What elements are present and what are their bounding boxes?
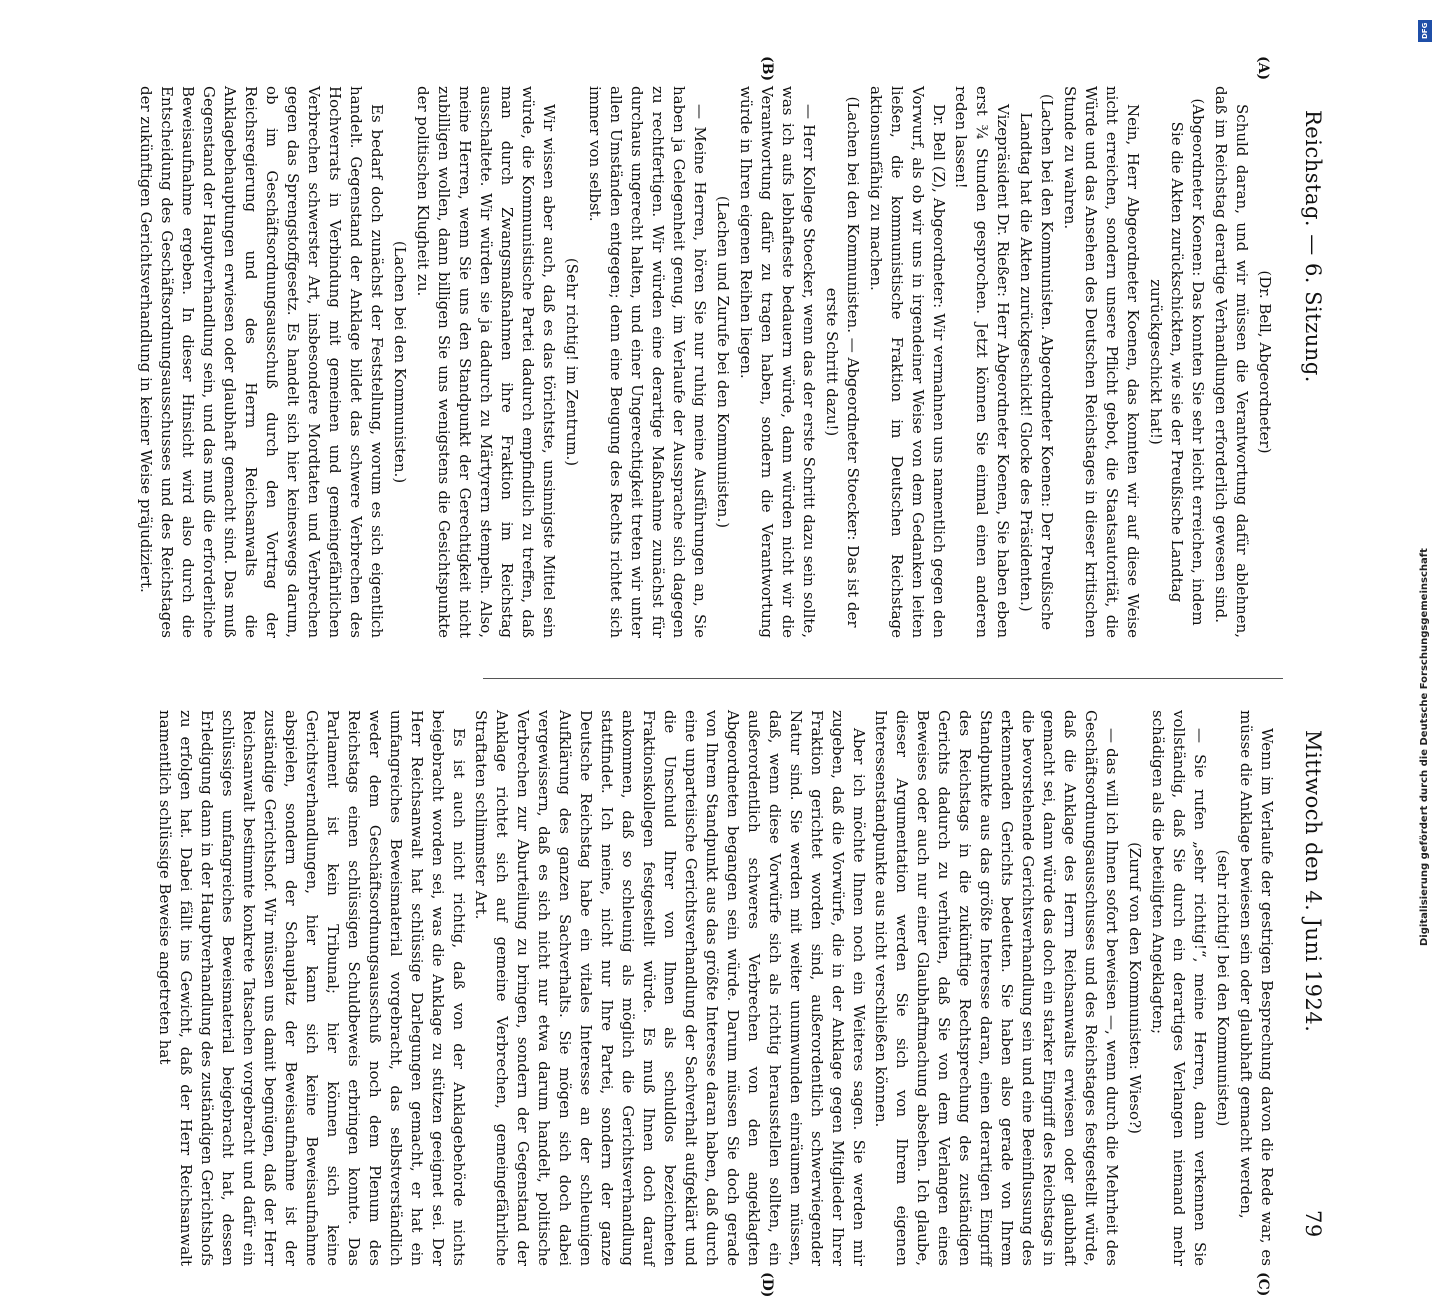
interjection: (Lachen bei den Kommunisten.) xyxy=(391,240,409,484)
paragraph: Aber ich möchte Ihnen noch ein Weiteres sagen. Sie werden mir zugeben, daß die Vorwürfe, die in der Anklage gegen Mitglieder Ihrer Fraktion gerichtet worden sind, außerordentlich schwerwiegender Natur sind. Sie werden mit weiter unumwunden einräumen müssen, daß, wenn diese Vorwürfe sich als richtig herausstellen sollten, ein außerordentlich schweres Verbrechen von den angeklagten Abgeordneten begangen sein würde. Darum müssen Sie doch gerade von Ihrem Standpunkt aus das größte Interesse daran haben, daß durch eine unparteiische Gerichtsverhandlung der Sachverhalt aufgeklärt und die Unschuld Ihrer von Ihnen als schuldlos bezeichneten Fraktionskollegen festgestellt würde. Es muß Ihnen doch darauf ankommen, daß so schleunig als möglich die Gerichtsverhandlung stattfindet. Ich meine, nicht nur Ihre Partei, sondern der ganze Deutsche Reichstag habe ein vitales Interesse an der schleunigen Aufklärung des ganzen Sachverhalts. Sie mögen sich doch dabei vergewissern, daß es sich nicht nur etwa darum handelt, politische Verbrechen zur Aburteilung zu bringen, sondern der Gegenstand der Anklage richtet sich auf gemeine Verbrechen, gemeingefährliche Straftaten schlimmster Art. xyxy=(472,710,868,1266)
paragraph: Wenn im Verlaufe der gestrigen Besprechung davon die Rede war, es müsse die Anklage bewiesen sein oder glaubhaft gemacht werden, xyxy=(1237,710,1276,1266)
paragraph: — Meine Herren, hören Sie nur ruhig meine Ausführungen an, Sie haben ja Gelegenheit genug, im Verlaufe der Aussprache sich dagegen zu rechtfertigen. Wir würden eine derartige Maßnahme zunächst für durchaus ungerecht halten, und einer Ungerechtigkeit treten wir unter allen Umständen entgegen; denn eine Beugung des Rechts richtet sich immer von selbst. xyxy=(586,86,709,638)
left-column xyxy=(137,86,1277,638)
page-header xyxy=(1291,50,1331,1238)
paragraph: — das will ich Ihnen sofort beweisen —, wenn durch die Mehrheit des Geschäftsordnungsausschusses und des Reichstages festgestellt würde, daß die Anklage des Herrn Reichsanwalts erwiesen oder glaubhaft gemacht sei, dann würde das doch ein starker Eingriff des Reichstags in die bevorstehende Gerichtsverhandlung sein und eine Beeinflussung des erkennenden Gerichts bedeuten. Sie haben also gerade von Ihrem Standpunkte aus das größte Interesse daran, einen derartigen Eingriff des Reichstags in die zukünftige Rechtsprechung des zuständigen Gerichts dadurch zu verhüten, daß Sie von dem Verlangen eines Beweises oder auch nur einer Glaubhaftmachung absehen. Ich glaube, dieser Argumentation werden Sie sich von Ihrem eigenen Interessenstandpunkte aus nicht verschließen können. xyxy=(872,710,1121,1266)
paragraph: Vizepräsident Dr. Rießer: Herr Abgeordneter Koenen, Sie haben eben erst ¾ Stunden gesprochen. Jetzt können Sie einmal einen anderen reden lassen! xyxy=(952,86,1012,638)
running-head: (Dr. Bell, Abgeordneter) xyxy=(1256,270,1274,454)
margin-mark-c: (C) xyxy=(1255,1272,1271,1297)
digitization-caption xyxy=(1418,20,1432,980)
dfg-logo-icon: DFG xyxy=(1418,20,1432,42)
header-date: Mittwoch den 4. Juni 1924. xyxy=(1301,730,1325,1033)
interjection: (Abgeordneter Koenen: Das konnten Sie sehr leicht erreichen, indem Sie die Akten zurückschickten, wie sie der Preußische Landtag zurückgeschickt hat!) xyxy=(1147,98,1207,626)
paragraph: — Herr Kollege Stoecker, wenn das der erste Schritt dazu sein sollte, was ich aufs lebhafteste bedauern würde, dann würden nicht wir die Verantwortung dafür zu tragen haben, sondern die Verantwortung würde in Ihren eigenen Reihen liegen. xyxy=(737,86,818,638)
funding-note: Digitalisierung gefördert durch die Deutsche Forschungsgemeinschaft xyxy=(1419,548,1430,946)
paragraph: Nein, Herr Abgeordneter Koenen, das konnten wir auf diese Weise nicht erreichen, sondern unsere Pflicht gebot, die Staatsautorität, die Würde und das Ansehen des Deutschen Reichstages in dieser kritischen Stunde zu wahren. xyxy=(1061,86,1142,638)
column-divider xyxy=(483,678,1283,679)
interjection: (Zuruf von den Kommunisten: Wieso?) xyxy=(1126,842,1144,1134)
document-page xyxy=(67,10,1367,1297)
header-session: Reichstag. — 6. Sitzung. xyxy=(1301,110,1325,383)
margin-mark-d: (D) xyxy=(759,1272,775,1297)
interjection: (Lachen und Zurufe bei den Kommunisten.) xyxy=(714,195,732,529)
paragraph: Schuld daran, und wir müssen die Verantwortung dafür ablehnen, daß im Reichstag derartige Verhandlungen erforderlich gewesen sind. xyxy=(1212,86,1251,638)
margin-mark-a: (A) xyxy=(1255,56,1271,81)
page-number: 79 xyxy=(1301,1210,1325,1238)
paragraph: Es ist auch nicht richtig, daß von der Anklagebehörde nichts beigebracht worden sei, was die Anklage zu stützen geeignet sei. Der Herr Reichsanwalt hat schlüssige Darlegungen gemacht, er hat ein umfangreiches Beweismaterial vorgebracht, das selbstverständlich weder dem Geschäftsordnungsausschuß noch dem Plenum des Reichstags einen schlüssigen Schuldbeweis erbringen konnte. Das Parlament ist kein Tribunal; hier können sich keine Gerichtsverhandlungen, hier kann sich keine Beweisaufnahme abspielen, sondern der Schauplatz der Beweisaufnahme ist der zuständige Gerichtshof. Wir müssen uns damit begnügen, daß der Herr Reichsanwalt bestimmte konkrete Tatsachen vorgebracht und dafür ein schlüssiges umfangreiches Beweismaterial beigebracht hat, dessen Erledigung dann in der Hauptverhandlung des zuständigen Gerichtshofs zu erfolgen hat. Dabei fällt ins Gewicht, daß der Herr Reichsanwalt namentlich schlüssige Beweise angetreten hat xyxy=(156,710,468,1266)
interjection: (Lachen bei den Kommunisten. Abgeordneter Koenen: Der Preußische Landtag hat die Akten zurückgeschickt! Glocke des Präsidenten.) xyxy=(1017,93,1056,631)
interjection: (Lachen bei den Kommunisten. — Abgeordneter Stoecker: Das ist der erste Schritt dazu!) xyxy=(823,96,862,628)
paragraph: Es bedarf doch zunächst der Feststellung, worum es sich eigentlich handelt. Gegenstand der Anklage bildet das schwere Verbrechen des Hochverrats in Verbindung mit gemeinen und gemeingefährlichen Verbrechen schwerster Art, insbesondere Mordtaten und Verbrechen gegen das Sprengstoffgesetz. Es handelt sich hier keineswegs darum, ob im Geschäftsordnungsausschuß durch den Vortrag der Reichsregierung und des Herrn Reichsanwalts die Anklagebehauptungen erwiesen oder glaubhaft gemacht sind. Das muß Gegenstand der Hauptverhandlung sein, und das muß die erforderliche Beweisaufnahme ergeben. In dieser Hinsicht wird also durch die Entscheidung des Geschäftsordnungsausschusses und des Reichstages der zukünftigen Gerichtsverhandlung in keiner Weise präjudiziert. xyxy=(137,86,386,638)
margin-mark-b: (B) xyxy=(759,56,775,82)
paragraph: Wir wissen aber auch, daß es das törichtste, unsinnigste Mittel sein würde, die Kommunistische Partei dadurch empfindlich zu treffen, daß man durch Zwangsmaßnahmen ihre Fraktion im Reichstag ausschaltete. Wir würden sie ja dadurch zu Märtyrern stempeln. Also, meine Herren, wenn Sie uns den Standpunkt der Gerechtigkeit nicht zubilligen wollen, dann billigen Sie uns wenigstens die Gesichtspunkte der politischen Klugheit zu. xyxy=(414,86,558,638)
paragraph: — Sie rufen „sehr richtig!“, meine Herren, dann verkennen Sie vollständig, daß Sie durch ein derartiges Verlangen niemand mehr schädigen als die beteiligten Angeklagten; xyxy=(1149,710,1209,1266)
interjection: (sehr richtig! bei den Kommunisten) xyxy=(1214,849,1232,1127)
interjection: (Sehr richtig! im Zentrum.) xyxy=(563,257,581,467)
paragraph: Dr. Bell (Z), Abgeordneter: Wir vermahnen uns namentlich gegen den Vorwurf, als ob wir uns in irgendeiner Weise von dem Gedanken leiten ließen, die kommunistische Fraktion im Deutschen Reichstage aktionsunfähig zu machen. xyxy=(867,86,948,638)
right-column xyxy=(156,710,1277,1266)
